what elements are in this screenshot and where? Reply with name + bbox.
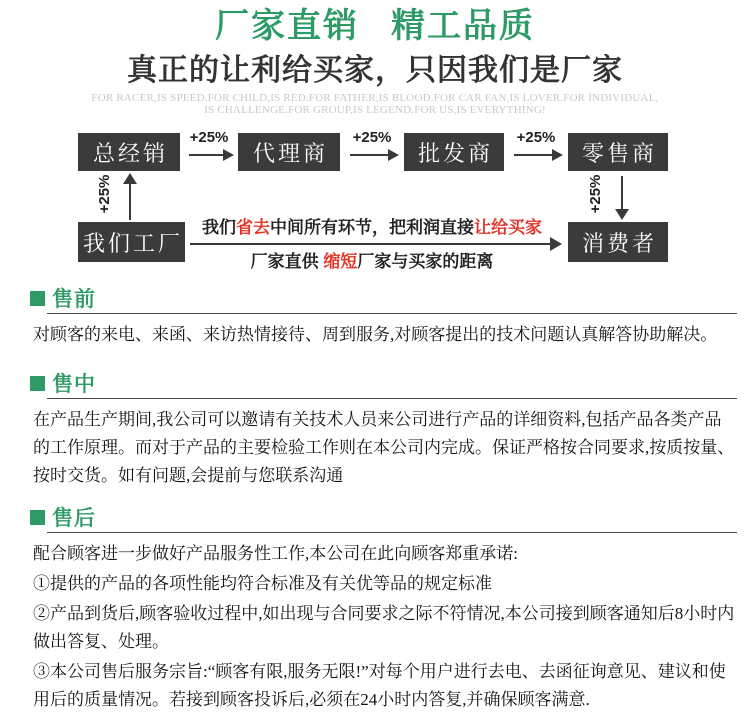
section-aftersale-item-1: ①提供的产品的各项性能均符合标准及有关优等品的规定标准 [33,574,492,593]
section-aftersale-item-2: ②产品到货后,顾客验收过程中,如出现与合同要求之际不符情况,本公司接到顾客通知后8小时内做出答复、处理。 [33,604,735,651]
section-aftersale-intro: 配合顾客进一步做好产品服务性工作,本公司在此向顾客郑重承诺: [33,544,518,563]
increment-label-vertical: +25% [587,174,604,214]
section-aftersale-header [30,505,737,529]
flow-message-line2 [188,252,556,272]
english-tagline-line1: FOR RACER,IS SPEED.FOR CHILD,IS RED.FOR FATHER,IS BLOOD.FOR CAR FAN,IS LOVER.FOR INDIVIDUAL, [91,92,659,104]
arrow-right-icon [350,154,388,156]
arrow-right-long-icon [190,243,550,245]
arrow-right-icon [189,154,223,156]
msg2-part2: 厂家与买家的距离 [357,252,494,271]
msg1-red2: 让给买家 [474,218,542,237]
msg1-red1: 省去 [236,218,270,237]
msg2-red1: 缩短 [323,252,358,271]
increment-label: +25% [352,129,392,146]
section-midsale-title: 售中 [52,373,96,396]
node-agent: 代理商 [238,133,340,171]
flow-connector-2 [342,130,402,156]
increment-label-vertical: +25% [96,174,113,214]
arrow-right-icon [514,154,552,156]
section-divider [47,398,737,399]
flow-connector-3 [506,130,566,156]
flow-message-line1 [188,218,556,238]
page-title [0,0,750,46]
green-square-bullet-icon [30,510,45,525]
green-square-bullet-icon [30,291,45,306]
english-tagline [0,92,750,116]
section-divider [47,532,737,533]
arrow-up-icon [129,183,131,220]
green-square-bullet-icon [30,376,45,391]
page-title-left: 厂家直销 [215,7,359,45]
node-general-distributor: 总经销 [78,133,180,171]
section-aftersale-title: 售后 [52,507,96,530]
section-presale-header [30,286,737,310]
section-aftersale [30,505,737,714]
msg2-part1: 厂家直供 [250,252,324,271]
section-divider [47,313,737,314]
node-retailer: 零售商 [568,133,668,171]
msg1-part2: 中间所有环节，把利润直接 [270,218,474,237]
section-midsale-header [30,371,737,395]
section-presale [30,286,737,349]
arrow-down-icon [621,176,623,210]
increment-label: +25% [189,129,229,146]
node-wholesaler: 批发商 [404,133,504,171]
msg1-part1: 我们 [202,218,236,237]
flow-connector-1 [181,130,237,156]
section-presale-paragraph: 对顾客的来电、来函、来访热情接待、周到服务,对顾客提出的技术问题认真解答协助解决。 [33,325,718,344]
page-title-right: 精工品质 [391,7,535,45]
distribution-flowchart [0,126,750,278]
section-midsale [30,371,737,490]
section-presale-title: 售前 [52,288,96,311]
increment-label: +25% [516,129,556,146]
page-subtitle: 真正的让利给买家，只因我们是厂家 [127,54,623,87]
english-tagline-line2: IS CHALLENGE.FOR GROUP,IS LEGEND.FOR US,IS EVERYTHING! [204,104,546,116]
section-midsale-paragraph: 在产品生产期间,我公司可以邀请有关技术人员来公司进行产品的详细资料,包括产品各类产品的工作原理。而对于产品的主要检验工作则在本公司内完成。保证严格按合同要求,按质按量、按时交货。如有问题,会提前与您联系沟通 [33,410,735,485]
section-aftersale-item-3: ③本公司售后服务宗旨:“顾客有限,服务无限!”对每个用户进行去电、去函征询意见、建议和使用后的质量情况。若接到顾客投诉后,必须在24小时内答复,并确保顾客满意. [33,662,726,709]
node-consumer: 消费者 [568,222,668,262]
node-factory: 我们工厂 [78,222,185,262]
